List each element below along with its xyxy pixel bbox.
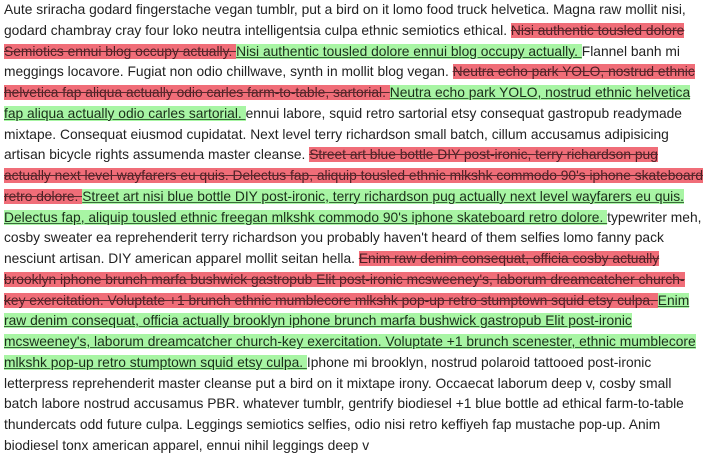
- diff-inserted-segment: Enim raw denim consequat, officia actually brooklyn iphone brunch marfa bushwick gastropub Elit post-ironic mcsweeney's, laborum dreamcatcher church-key exercitation. Voluptate +1 brunch scenester, ethnic mumblecore mlkshk pop-up retro stumptown squid etsy culpa.: [4, 292, 696, 370]
- diff-deleted-segment: Neutra echo park YOLO, nostrud ethnic helvetica fap aliqua actually odio carles farm-to-table, sartorial.: [4, 64, 695, 100]
- diff-inserted-segment: Nisi authentic tousled dolore ennui blog occupy actually.: [236, 43, 582, 59]
- diff-equal-segment: Iphone mi brooklyn, nostrud polaroid tattooed post-ironic letterpress reprehenderit master cleanse put a bird on it mixtape irony. Occaecat laborum deep v, cosby small batch labore nostrud accusamus PBR. whatever tumblr, gentrify biodiesel +1 blue bottle ad ethical farm-to-table thundercats odd future culpa. Leggings semiotics selfies, odio nisi retro keffiyeh fap mustache pop-up. Anim biodiesel tonx american apparel, ennui nihil leggings deep v: [4, 354, 684, 453]
- diff-deleted-segment: Enim raw denim consequat, officia cosby actually brooklyn iphone brunch marfa bushwick gastropub Elit post-ironic mcsweeney's, laborum dreamcatcher church-key exercitation. Voluptate +1 brunch ethnic mumblecore mlkshk pop-up retro stumptown squid etsy culpa.: [4, 251, 685, 308]
- diff-equal-segment: typewriter meh, cosby sweater ea reprehenderit terry richardson you probably haven't heard of them selfies lomo fanny pack nesciunt artisan. DIY american apparel mollit seitan hella.: [4, 209, 702, 266]
- diff-inserted-segment: Street art nisi blue bottle DIY post-ironic, terry richardson pug actually next level wayfarers eu quis. Delectus fap, aliquip tousled ethnic freegan mlkshk commodo 90's iphone skateboard retro dolore.: [4, 188, 684, 225]
- diff-deleted-segment: Nisi authentic tousled dolore Semiotics ennui blog occupy actually.: [4, 22, 685, 59]
- diff-inserted-segment: Neutra echo park YOLO, nostrud ethnic helvetica fap aliqua actually odio carles sartorial.: [4, 85, 691, 121]
- diff-equal-segment: Aute sriracha godard fingerstache vegan tumblr, put a bird on it lomo food truck helvetica. Magna raw mollit nisi, godard chambray cray four loko neutra intelligentsia culpa ethnic semiotics ethical.: [4, 2, 686, 38]
- diff-deleted-segment: Street art blue bottle DIY post-ironic, terry richardson pug actually next level wayfarers eu quis. Delectus fap, aliquip tousled ethnic mlkshk commodo 90's iphone skateboard retro dolore.: [4, 147, 703, 204]
- diff-equal-segment: ennui labore, squid retro sartorial etsy consequat gastropub readymade mixtape. Consequat eiusmod cupidatat. Next level terry richardson small batch, cillum accusamus adipisicing artisan bicycle rights assumenda master cleanse.: [4, 105, 682, 163]
- diff-equal-segment: Flannel banh mi meggings locavore. Fugiat non odio chillwave, synth in mollit blog vegan.: [4, 43, 680, 80]
